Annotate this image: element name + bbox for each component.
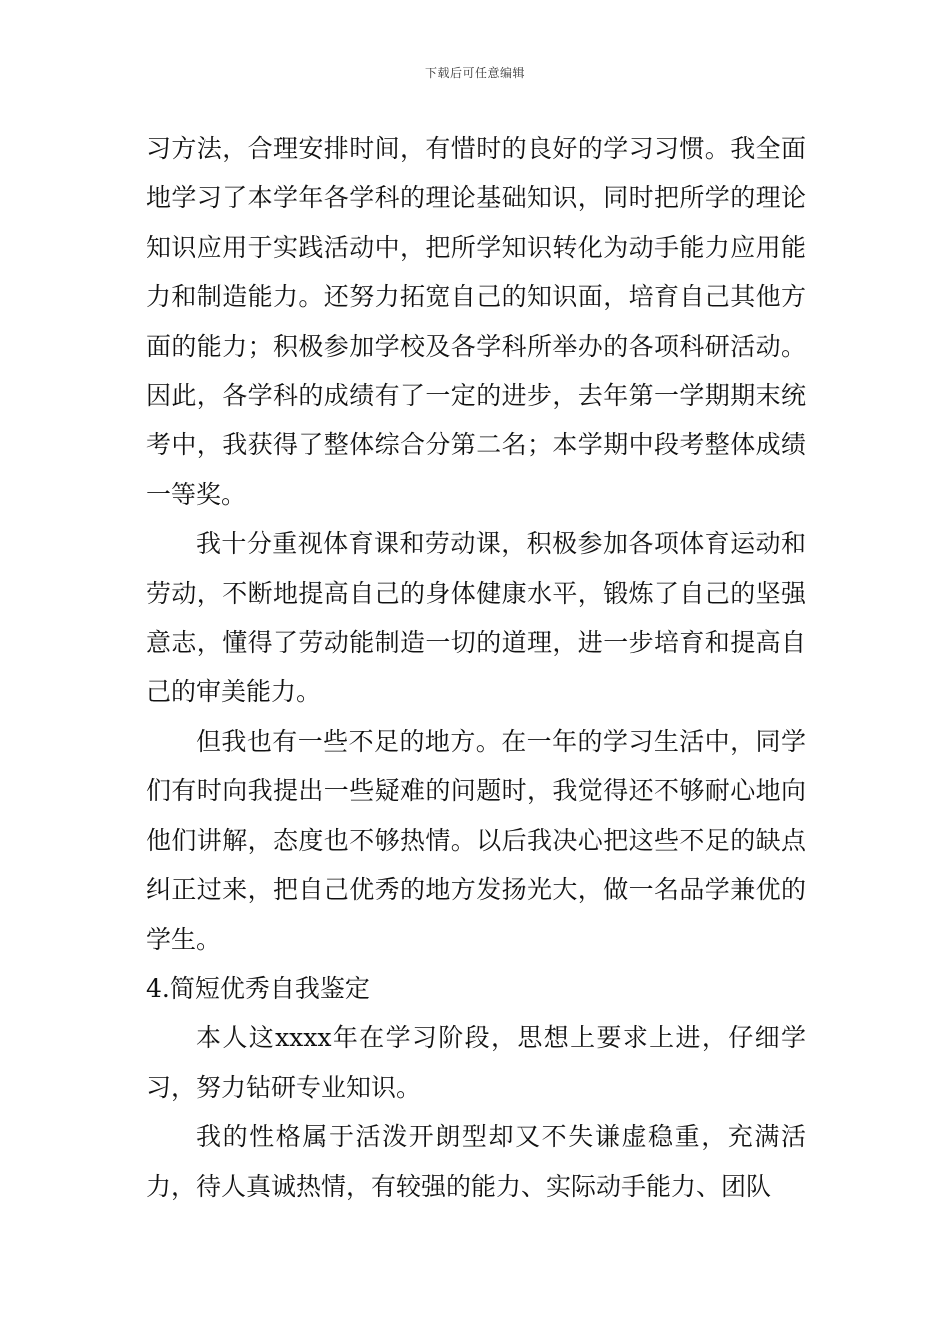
paragraph-sports-labor: 我十分重视体育课和劳动课，积极参加各项体育运动和劳动，不断地提高自己的身体健康水平，锻炼了自己的坚强意志，懂得了劳动能制造一切的道理，进一步培育和提高自己的审美能力。 (146, 529, 806, 707)
paragraph-personality: 我的性格属于活泼开朗型却又不失谦虚稳重，充满活力，待人真诚热情，有较强的能力、实际动手能力、团队 (146, 1122, 806, 1201)
page-header: 下载后可任意编辑 (424, 66, 525, 80)
document-body (146, 124, 806, 1211)
paragraph-self-intro: 本人这xxxx年在学习阶段，思想上要求上进，仔细学习，努力钻研专业知识。 (146, 1023, 806, 1102)
paragraph-study-continued: 习方法，合理安排时间，有惜时的良好的学习习惯。我全面地学习了本学年各学科的理论基础知识，同时把所学的理论知识应用于实践活动中，把所学知识转化为动手能力应用能力和制造能力。还努力拓宽自己的知识面，培育自己其他方面的能力；积极参加学校及各学科所举办的各项科研活动。因此，各学科的成绩有了一定的进步，去年第一学期期末统考中，我获得了整体综合分第二名；本学期中段考整体成绩一等奖。 (146, 134, 806, 509)
section-heading: 4.简短优秀自我鉴定 (146, 973, 370, 1003)
paragraph-shortcomings: 但我也有一些不足的地方。在一年的学习生活中，同学们有时向我提出一些疑难的问题时，我觉得还不够耐心地向他们讲解，态度也不够热情。以后我决心把这些不足的缺点纠正过来，把自己优秀的地方发扬光大，做一名品学兼优的学生。 (146, 726, 806, 954)
